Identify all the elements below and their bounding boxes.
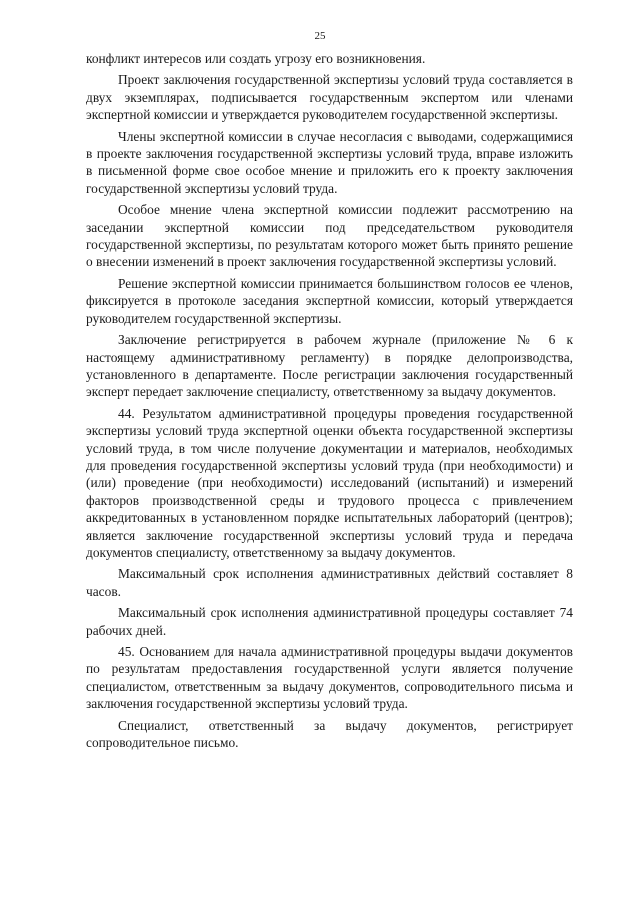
paragraph-registration: Заключение регистрируется в рабочем журнале (приложение № 6 к настоящему административному регламенту) в порядке делопроизводства, установленного в департаменте. После регистрации заключения государственный эксперт передает заключение специалисту, ответственному за выдачу документов. [86,332,573,400]
paragraph-max-time-actions: Максимальный срок исполнения административных действий составляет 8 часов. [86,566,573,599]
paragraph-commission-disagreement: Члены экспертной комиссии в случае несогласия с выводами, содержащимися в проекте заключения государственной экспертизы условий труда, вправе изложить в письменной форме свое особое мнение и приложить его к проекту заключения государственной экспертизы условий труда. [86,128,573,196]
paragraph-draft-conclusion: Проект заключения государственной экспертизы условий труда составляется в двух экземплярах, подписывается государственным экспертом или членами экспертной комиссии и утверждается руководителем государственной экспертизы. [86,72,573,123]
paragraph-specialist-registers: Специалист, ответственный за выдачу документов, регистрирует сопроводительное письмо. [86,717,573,751]
paragraph-item-45: 45. Основанием для начала административной процедуры выдачи документов по результатам предоставления государственной услуги является получение специалистом, ответственным за выдачу документов, сопроводительного письма и заключения государственной экспертизы условий труда. [86,644,573,712]
paragraph-special-opinion: Особое мнение члена экспертной комиссии подлежит рассмотрению на заседании экспертной комиссии под председательством руководителя государственной экспертизы, по результатам которого может быть принято решение о внесении изменений в проект заключения государственной экспертизы условий. [86,202,573,270]
paragraph-continuation: конфликт интересов или создать угрозу его возникновения. [86,51,426,66]
document-body [86,50,573,755]
page-number: 25 [314,30,326,42]
paragraph-item-44: 44. Результатом административной процедуры проведения государственной экспертизы условий труда экспертной оценки объекта государственной экспертизы условий труда, в том числе получение документации и материалов, необходимых для проведения государственной экспертизы условий труда (при необходимости) и (или) проведение (при необходимости) исследований (испытаний) и измерений факторов производственной среды и трудового процесса с привлечением аккредитованных в установленном порядке испытательных лабораторий (центров); является заключение государственной экспертизы условий труда и передача документов специалисту, ответственному за выдачу документов. [86,405,573,560]
paragraph-commission-decision: Решение экспертной комиссии принимается большинством голосов ее членов, фиксируется в протоколе заседания экспертной комиссии, который утверждается руководителем государственной экспертизы. [86,275,573,326]
paragraph-max-time-procedure: Максимальный срок исполнения административной процедуры составляет 74 рабочих дней. [86,605,573,638]
